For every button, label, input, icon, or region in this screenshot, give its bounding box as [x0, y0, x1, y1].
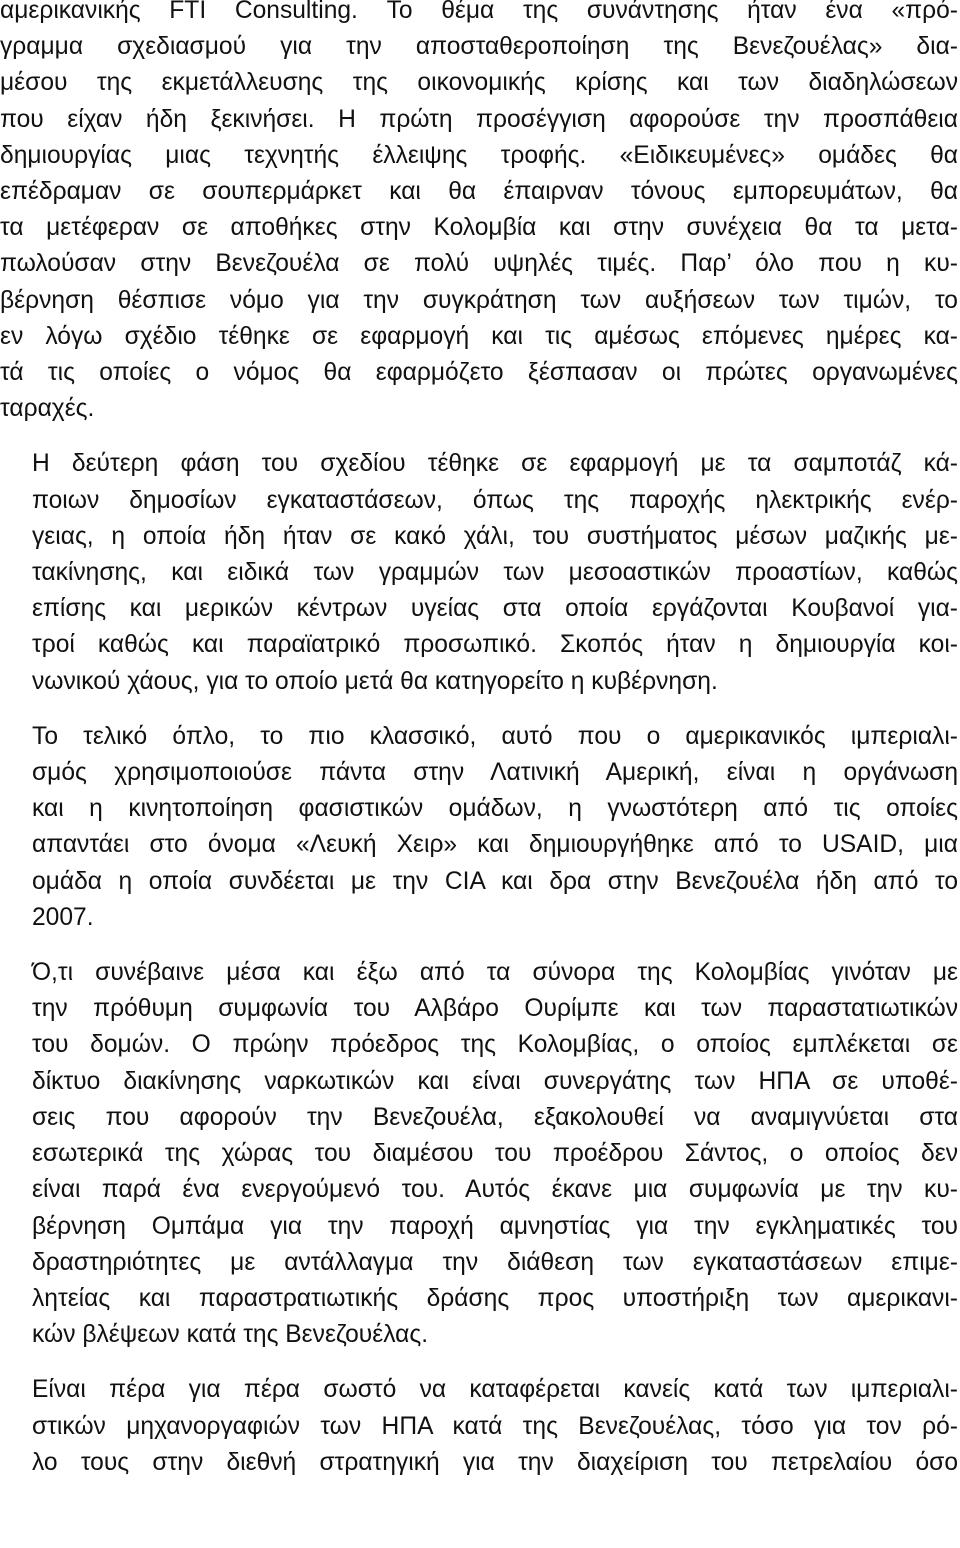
text-line: τά τις οποίες ο νόμος θα εφαρμόζετο ξέσπασαν οι πρώτες οργανωμένες [0, 359, 958, 387]
text-line: Είναι πέρα για πέρα σωστό να καταφέρεται κανείς κατά των ιμπεριαλι- [32, 1376, 958, 1404]
text-line: κών βλέψεων κατά της Βενεζουέλας. [32, 1321, 429, 1349]
text-line: εν λόγω σχέδιο τέθηκε σε εφαρμογή και τις αμέσως επόμενες ημέρες κα- [0, 322, 958, 350]
text-line: που είχαν ήδη ξεκινήσει. Η πρώτη προσέγγιση αφορούσε την προσπάθεια [0, 105, 958, 133]
text-line: την πρόθυμη συμφωνία του Αλβάρο Ουρίμπε και των παραστατιωτικών [32, 995, 958, 1023]
text-line: Ό,τι συνέβαινε μέσα και έξω από τα σύνορα της Κολομβίας γινόταν με [32, 959, 958, 987]
text-line: Η δεύτερη φάση του σχεδίου τέθηκε σε εφαρμογή με τα σαμποτάζ κά- [32, 450, 958, 478]
text-line: τα μετέφεραν σε αποθήκες στην Κολομβία και στην συνέχεια θα τα μετα- [0, 214, 958, 242]
text-line: ταραχές. [0, 395, 95, 423]
text-line: βέρνηση Ομπάμα για την παροχή αμνηστίας για την εγκληματικές του [32, 1212, 958, 1240]
text-line: γραμμα σχεδιασμού για την αποσταθεροποίηση της Βενεζουέλας» δια- [0, 33, 958, 61]
text-line: μέσου της εκμετάλλευσης της οικονομικής κρίσης και των διαδηλώσεων [0, 69, 958, 97]
text-line: δίκτυο διακίνησης ναρκωτικών και είναι συνεργάτης των ΗΠΑ σε υποθέ- [32, 1067, 958, 1095]
text-line: δημιουργίας μιας τεχνητής έλλειψης τροφής. «Ειδικευμένες» ομάδες θα [0, 141, 958, 169]
text-line: του δομών. Ο πρώην πρόεδρος της Κολομβίας, ο οποίος εμπλέκεται σε [32, 1031, 958, 1059]
text-line: νωνικού χάους, για το οποίο μετά θα κατηγορείτο η κυβέρνηση. [32, 667, 718, 695]
text-line: Το τελικό όπλο, το πιο κλασσικό, αυτό που ο αμερικανικός ιμπεριαλι- [32, 722, 958, 750]
paragraph-2 [0, 446, 958, 699]
text-line: 2007. [32, 903, 94, 931]
text-line: αμερικανικής FTI Consulting. Το θέμα της συνάντησης ήταν ένα «πρό- [0, 0, 958, 24]
text-line: γειας, η οποία ήδη ήταν σε κακό χάλι, του συστήματος μέσων μαζικής με- [32, 522, 958, 550]
paragraph-3 [0, 719, 958, 936]
text-line: τακίνησης, και ειδικά των γραμμών των μεσοαστικών προαστίων, καθώς [32, 559, 958, 587]
text-line: λο τους στην διεθνή στρατηγική για την διαχείριση του πετρελαίου όσο [32, 1448, 958, 1476]
text-line: λητείας και παραστρατιωτικής δράσης προς υποστήριξη των αμερικανι- [32, 1284, 958, 1312]
text-line: σεις που αφορούν την Βενεζουέλα, εξακολουθεί να αναμιγνύεται στα [32, 1103, 958, 1131]
text-line: πωλούσαν στην Βενεζουέλα σε πολύ υψηλές τιμές. Παρ’ όλο που η κυ- [0, 250, 958, 278]
text-line: ποιων δημοσίων εγκαταστάσεων, όπως της παροχής ηλεκτρικής ενέρ- [32, 486, 958, 514]
text-line: είναι παρά ένα ενεργούμενό του. Αυτός έκανε μια συμφωνία με την κυ- [32, 1176, 958, 1204]
text-line: δραστηριότητες με αντάλλαγμα την διάθεση των εγκαταστάσεων επιμε- [32, 1248, 958, 1276]
text-line: απαντάει στο όνομα «Λευκή Χειρ» και δημιουργήθηκε από το USAID, μια [32, 831, 958, 859]
text-line: εσωτερικά της χώρας του διαμέσου του προέδρου Σάντος, ο οποίος δεν [32, 1140, 958, 1168]
text-line: και η κινητοποίηση φασιστικών ομάδων, η γνωστότερη από τις οποίες [32, 795, 958, 823]
text-line: σμός χρησιμοποιούσε πάντα στην Λατινική Αμερική, είναι η οργάνωση [32, 759, 958, 787]
text-line: στικών μηχανοργαφιών των ΗΠΑ κατά της Βενεζουέλας, τόσο για τον ρό- [32, 1412, 958, 1440]
paragraph-4 [0, 955, 958, 1353]
paragraph-1 [0, 0, 958, 427]
text-line: ομάδα η οποία συνδέεται με την CIA και δρα στην Βενεζουέλα ήδη από το [32, 867, 958, 895]
text-line: επίσης και μερικών κέντρων υγείας στα οποία εργάζονται Κουβανοί για- [32, 595, 958, 623]
paragraph-5 [0, 1372, 958, 1481]
text-line: τροί καθώς και παραϊατρικό προσωπικό. Σκοπός ήταν η δημιουργία κοι- [32, 631, 958, 659]
text-line: βέρνηση θέσπισε νόμο για την συγκράτηση των αυξήσεων των τιμών, το [0, 286, 958, 314]
text-line: επέδραμαν σε σουπερμάρκετ και θα έπαιρναν τόνους εμπορευμάτων, θα [0, 178, 958, 206]
